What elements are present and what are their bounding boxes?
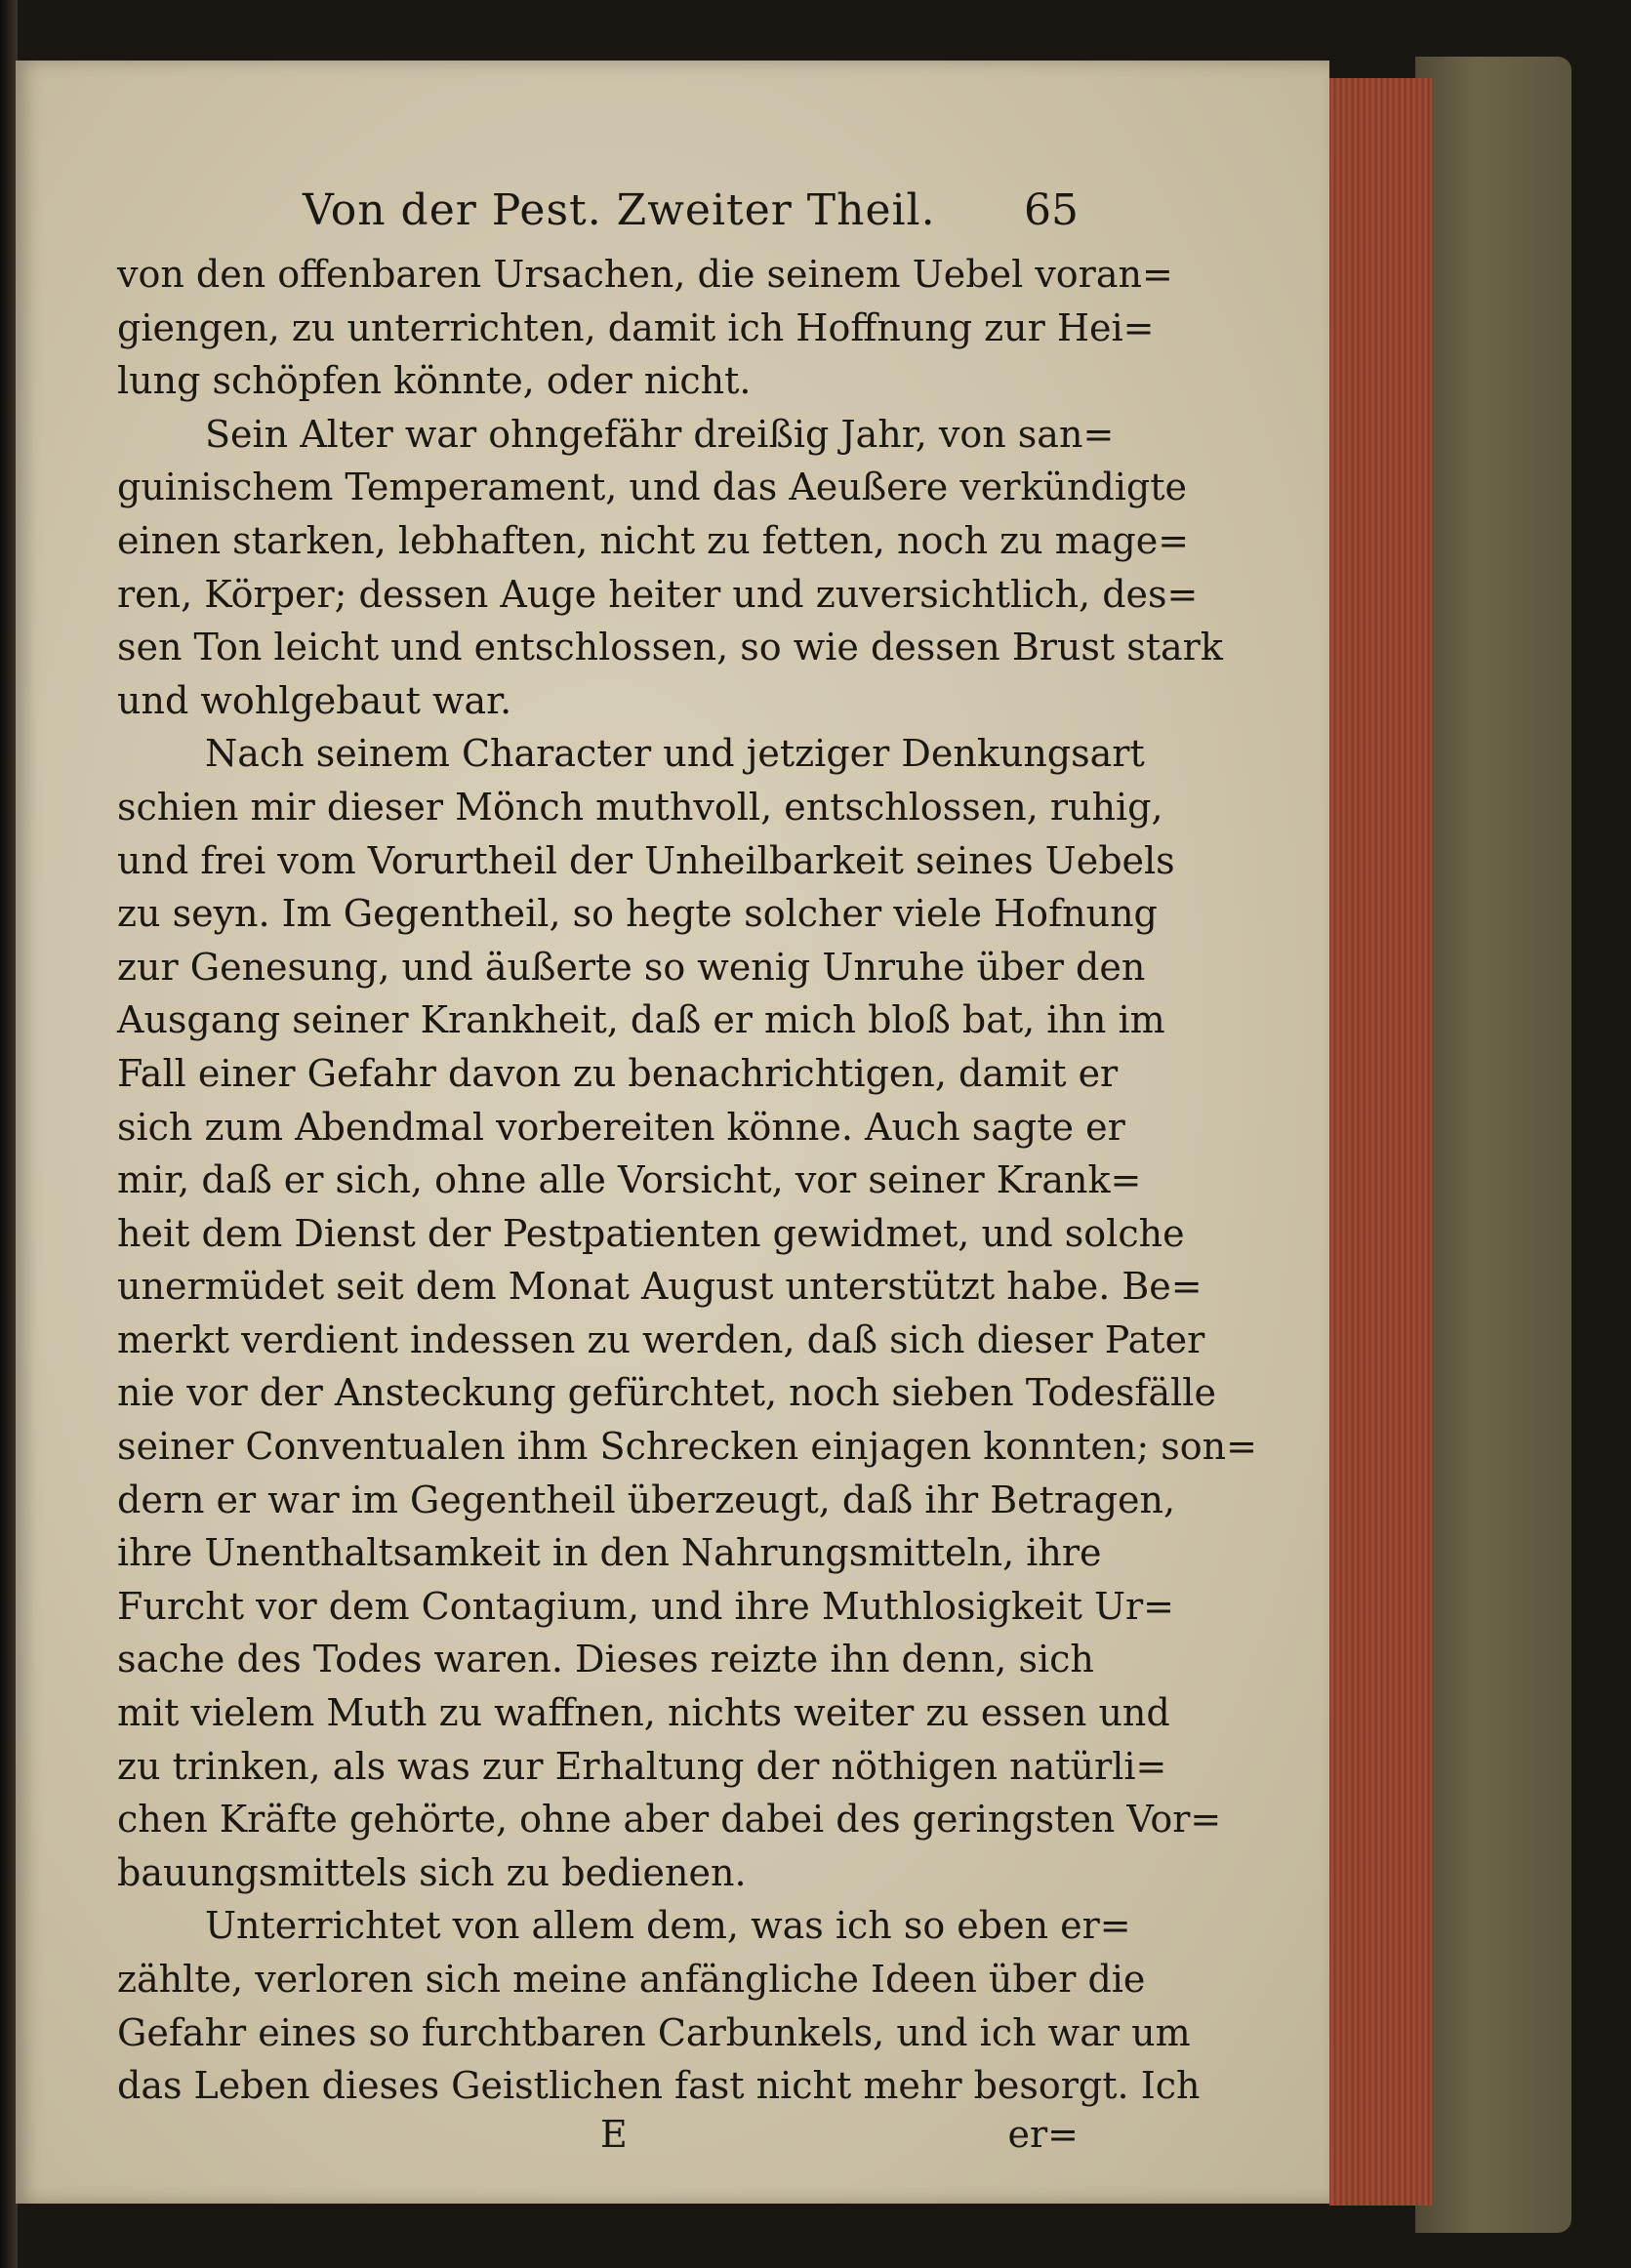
text-line: heit dem Dienst der Pestpatienten gewidmet, und solche xyxy=(117,1211,1185,1255)
text-line: Furcht vor dem Contagium, und ihre Muthlosigkeit Ur= xyxy=(117,1584,1175,1628)
catchword: er= xyxy=(1007,2112,1079,2156)
text-line: chen Kräfte gehörte, ohne aber dabei des geringsten Vor= xyxy=(117,1798,1222,1842)
text-line: Gefahr eines so furchtbaren Carbunkels, und ich war um xyxy=(117,2010,1191,2054)
text-line: und frei vom Vorurtheil der Unheilbarkeit seines Uebels xyxy=(117,838,1175,882)
text-line: einen starken, lebhaften, nicht zu fetten, noch zu mage= xyxy=(117,518,1190,562)
text-line: lung schöpfen könnte, oder nicht. xyxy=(117,359,752,403)
body-text xyxy=(117,248,1257,2113)
text-line: Fall einer Gefahr davon zu benachrichtigen, damit er xyxy=(117,1051,1119,1095)
text-line: schien mir dieser Mönch muthvoll, entschlossen, ruhig, xyxy=(117,785,1163,829)
text-line: ren, Körper; dessen Auge heiter und zuversichtlich, des= xyxy=(117,572,1199,616)
text-line: Sein Alter war ohngefähr dreißig Jahr, von san= xyxy=(205,412,1115,456)
text-line: seiner Conventualen ihm Schrecken einjagen konnten; son= xyxy=(117,1425,1257,1469)
text-line: sache des Todes waren. Dieses reizte ihn denn, sich xyxy=(117,1638,1094,1681)
text-block xyxy=(117,185,1257,2166)
text-line: von den offenbaren Ursachen, die seinem Uebel voran= xyxy=(117,253,1173,296)
text-line: giengen, zu unterrichten, damit ich Hoffnung zur Hei= xyxy=(117,305,1155,349)
book-cover xyxy=(1415,57,1571,2233)
text-line: Ausgang seiner Krankheit, daß er mich bloß bat, ihn im xyxy=(117,998,1165,1042)
text-line: mit vielem Muth zu waffnen, nichts weiter zu essen und xyxy=(117,1691,1170,1735)
running-head: Von der Pest. Zweiter Theil. xyxy=(303,185,936,235)
page-number: 65 xyxy=(1024,185,1079,235)
text-line: sen Ton leicht und entschlossen, so wie dessen Brust stark xyxy=(117,626,1223,669)
page-footer xyxy=(117,2113,1079,2166)
text-line: zur Genesung, und äußerte so wenig Unruhe über den xyxy=(117,945,1146,989)
text-line: mir, daß er sich, ohne alle Vorsicht, vor seiner Krank= xyxy=(117,1158,1142,1202)
text-line: zu seyn. Im Gegentheil, so hegte solcher viele Hofnung xyxy=(117,892,1158,936)
text-line: sich zum Abendmal vorbereiten könne. Auch sagte er xyxy=(117,1105,1125,1149)
text-line: Unterrichtet von allem dem, was ich so eben er= xyxy=(205,1904,1131,1948)
text-line: nie vor der Ansteckung gefürchtet, noch sieben Todesfälle xyxy=(117,1371,1216,1415)
text-line: Nach seinem Character und jetziger Denkungsart xyxy=(205,732,1145,776)
text-line: das Leben dieses Geistlichen fast nicht mehr besorgt. Ich xyxy=(117,2064,1201,2108)
signature-mark: E xyxy=(600,2112,628,2156)
text-line: merkt verdient indessen zu werden, daß sich dieser Pater xyxy=(117,1317,1205,1361)
page-edges xyxy=(1329,78,1432,2206)
text-line: zu trinken, als was zur Erhaltung der nöthigen natürli= xyxy=(117,1744,1167,1788)
text-line: zählte, verloren sich meine anfängliche Ideen über die xyxy=(117,1958,1146,2001)
text-line: unermüdet seit dem Monat August unterstützt habe. Be= xyxy=(117,1265,1203,1309)
text-line: und wohlgebaut war. xyxy=(117,678,512,722)
text-line: bauungsmittels sich zu bedienen. xyxy=(117,1850,747,1894)
text-line: ihre Unenthaltsamkeit in den Nahrungsmitteln, ihre xyxy=(117,1531,1102,1575)
page-header xyxy=(117,185,1079,248)
text-line: guinischem Temperament, und das Aeußere verkündigte xyxy=(117,466,1187,509)
text-line: dern er war im Gegentheil überzeugt, daß ihr Betragen, xyxy=(117,1478,1176,1521)
